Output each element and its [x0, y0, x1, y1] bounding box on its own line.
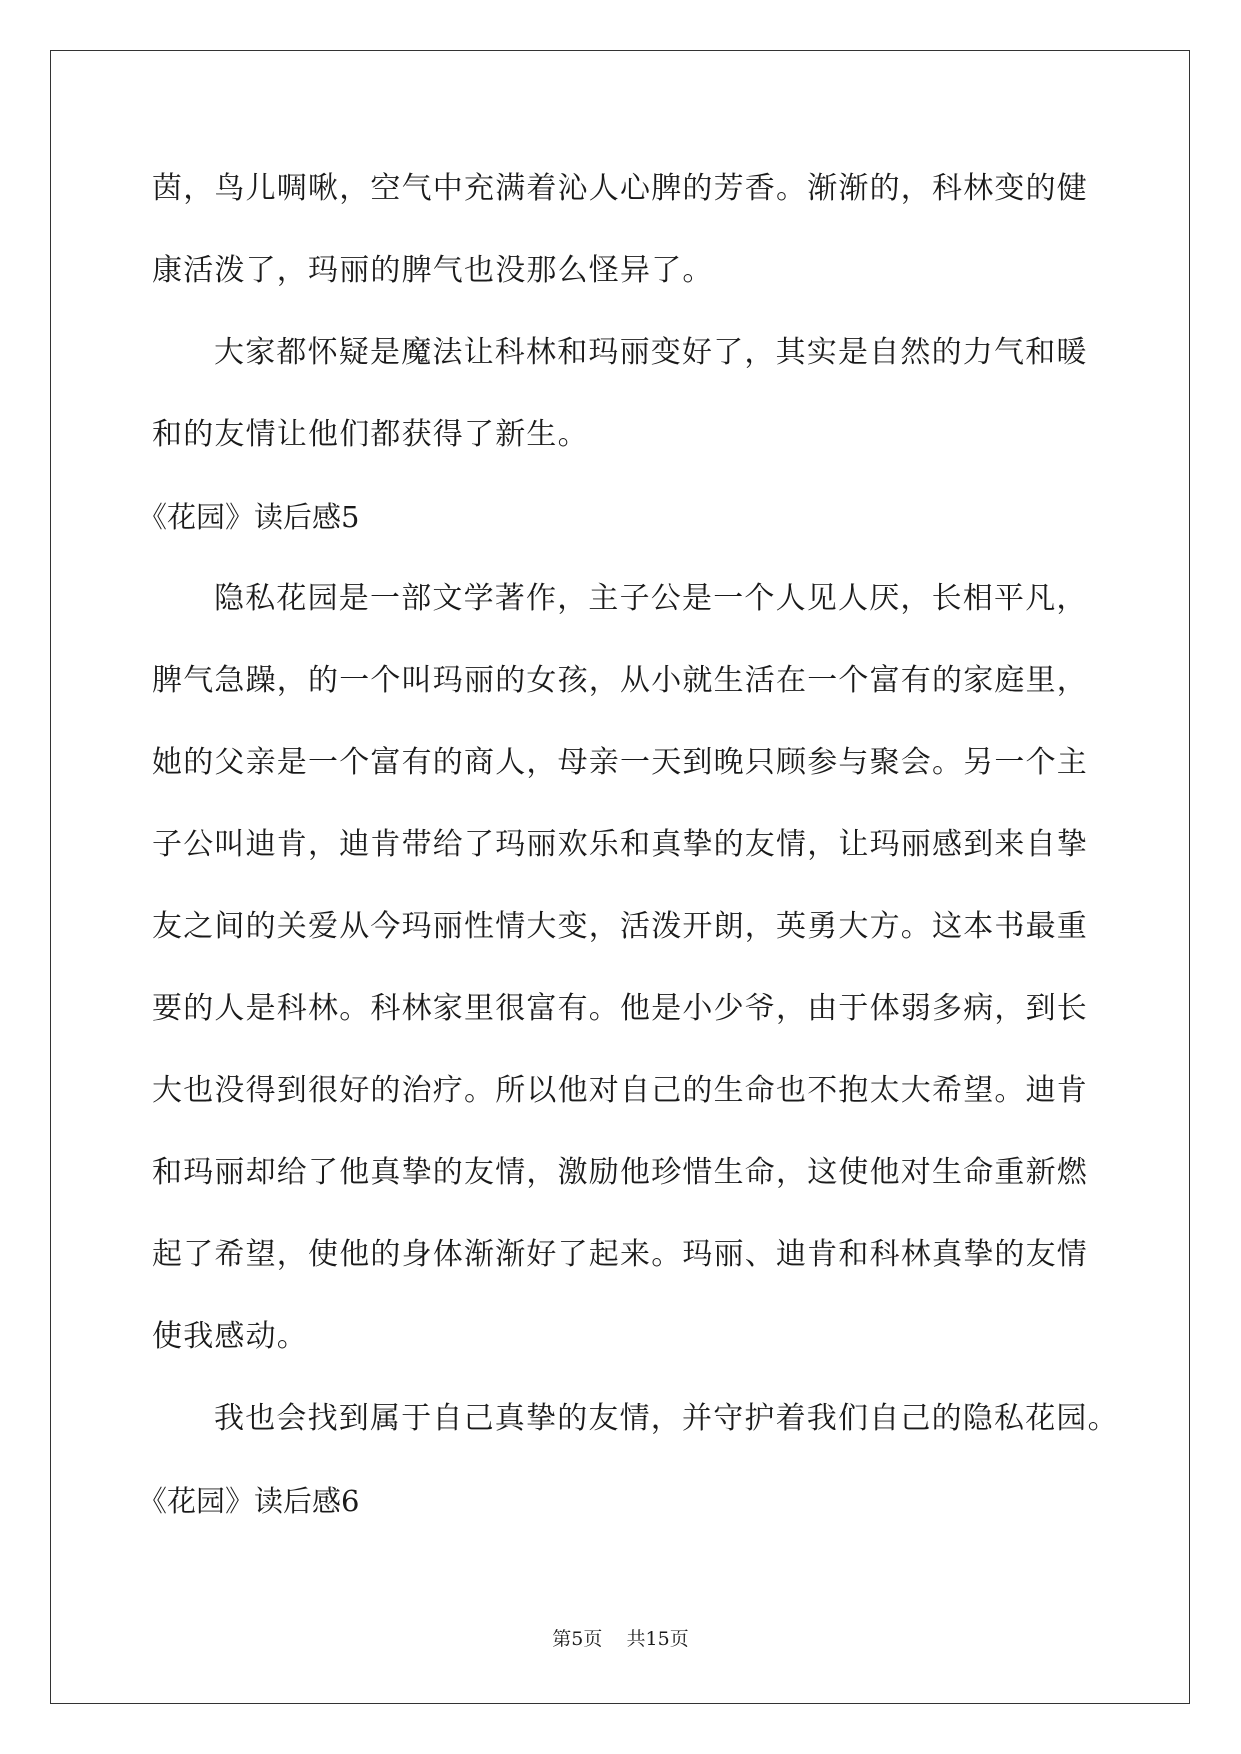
paragraph-line: 和的友情让他们都获得了新生。 — [152, 417, 589, 452]
paragraph-line: 友之间的关爱从今玛丽性情大变，活泼开朗，英勇大方。这本书最重 — [152, 909, 1088, 944]
paragraph-line: 茵，鸟儿啁啾，空气中充满着沁人心脾的芳香。渐渐的，科林变的健 — [152, 171, 1088, 206]
paragraph-line: 大家都怀疑是魔法让科林和玛丽变好了，其实是自然的力气和暖 — [214, 335, 1088, 370]
paragraph-line: 子公叫迪肯，迪肯带给了玛丽欢乐和真挚的友情，让玛丽感到来自挚 — [152, 827, 1088, 862]
paragraph-line: 我也会找到属于自己真挚的友情，并守护着我们自己的隐私花园。 — [214, 1401, 1119, 1436]
document-body — [138, 168, 1119, 1562]
paragraph-line: 大也没得到很好的治疗。所以他对自己的生命也不抱太大希望。迪肯 — [152, 1073, 1088, 1108]
paragraph-line: 使我感动。 — [152, 1319, 308, 1354]
paragraph-line: 起了希望，使他的身体渐渐好了起来。玛丽、迪肯和科林真挚的友情 — [152, 1237, 1088, 1272]
paragraph-line: 要的人是科林。科林家里很富有。他是小少爷，由于体弱多病，到长 — [152, 991, 1088, 1026]
paragraph-line: 脾气急躁，的一个叫玛丽的女孩，从小就生活在一个富有的家庭里， — [152, 663, 1088, 698]
paragraph-line: 隐私花园是一部文学著作，主子公是一个人见人厌，长相平凡， — [214, 581, 1088, 616]
section-heading: 《花园》读后感6 — [138, 1484, 360, 1518]
paragraph-line: 康活泼了，玛丽的脾气也没那么怪异了。 — [152, 253, 714, 288]
paragraph-line: 她的父亲是一个富有的商人，母亲一天到晚只顾参与聚会。另一个主 — [152, 745, 1088, 780]
page-number-footer: 第5页 共15页 — [552, 1628, 689, 1650]
section-heading: 《花园》读后感5 — [138, 500, 360, 534]
paragraph-line: 和玛丽却给了他真挚的友情，激励他珍惜生命，这使他对生命重新燃 — [152, 1155, 1088, 1190]
